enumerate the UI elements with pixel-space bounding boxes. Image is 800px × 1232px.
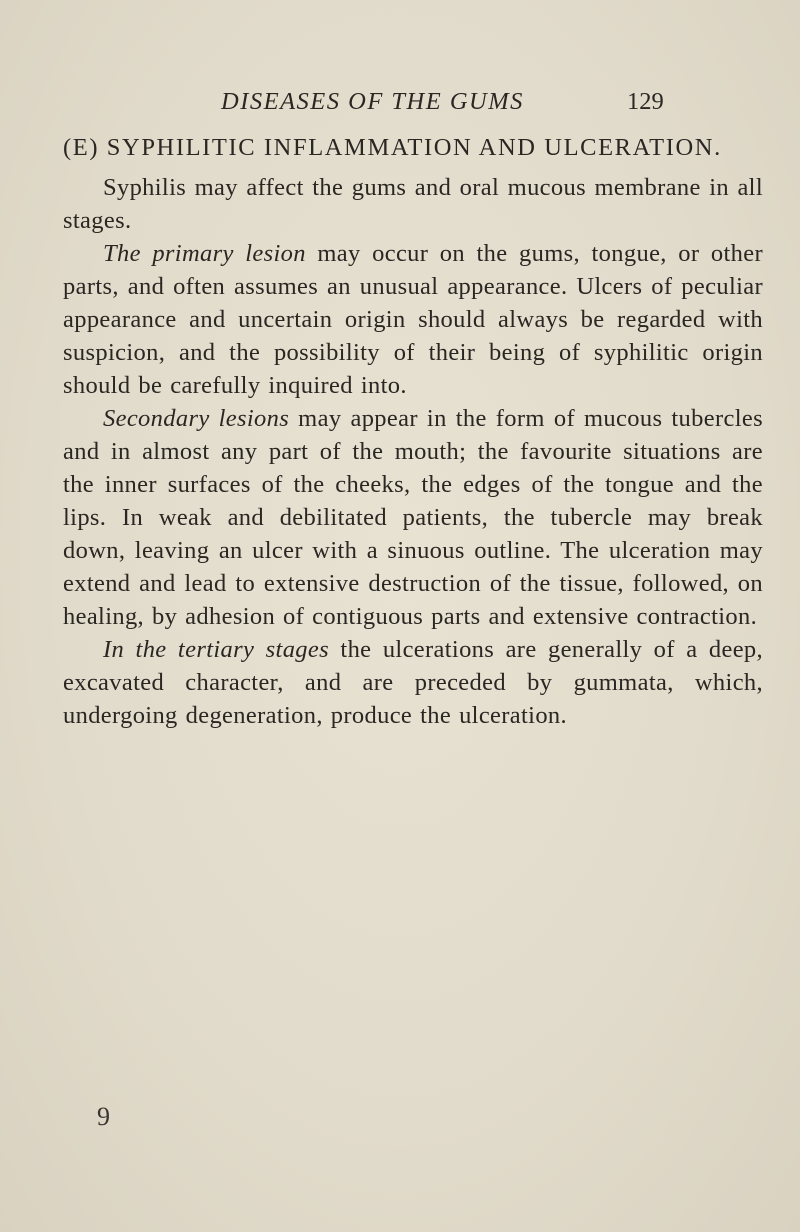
paragraph-lead: Secondary lesions — [103, 405, 290, 432]
section-heading: (E) SYPHILITIC INFLAMMATION AND ULCERATION. — [63, 134, 722, 161]
running-title: DISEASES OF THE GUMS — [221, 88, 524, 115]
paragraph-text: Syphilis may affect the gums and oral mucous membrane in all stages. — [63, 174, 763, 234]
signature-mark: 9 — [97, 1102, 110, 1131]
page-number: 129 — [627, 88, 664, 115]
paragraph-text: may appear in the form of mucous tubercles and in almost any part of the mouth; the favourite situations are the inner surfaces of the cheeks, the edges of the tongue and the lips. In weak and debilitated patients, the tubercle may break down, leaving an ulcer with a sinuous outline. The ulceration may extend and lead to extensive destruction of the tissue, followed, on healing, by adhesion of contiguous parts and extensive contraction. — [63, 405, 763, 630]
paragraph-text: the ulcerations are generally of a deep, excavated character, and are preceded by gummata, which, undergoing degeneration, produce the ulceration. — [63, 636, 763, 729]
paragraph-intro — [63, 171, 763, 237]
paragraph-lead: The primary lesion — [103, 240, 306, 267]
paragraph-secondary-lesions — [63, 402, 763, 633]
running-head — [0, 88, 800, 120]
body-text — [63, 171, 763, 732]
paragraph-tertiary-stages — [63, 633, 763, 732]
paragraph-lead: In the tertiary stages — [103, 636, 329, 663]
paragraph-primary-lesion — [63, 237, 763, 402]
paragraph-text: may occur on the gums, tongue, or other parts, and often assumes an unusual appearance. Ulcers of peculiar appearance and uncertain origin should always be regarded with suspicion, and the possibility of their being of syphilitic origin should be carefully inquired into. — [63, 240, 763, 399]
